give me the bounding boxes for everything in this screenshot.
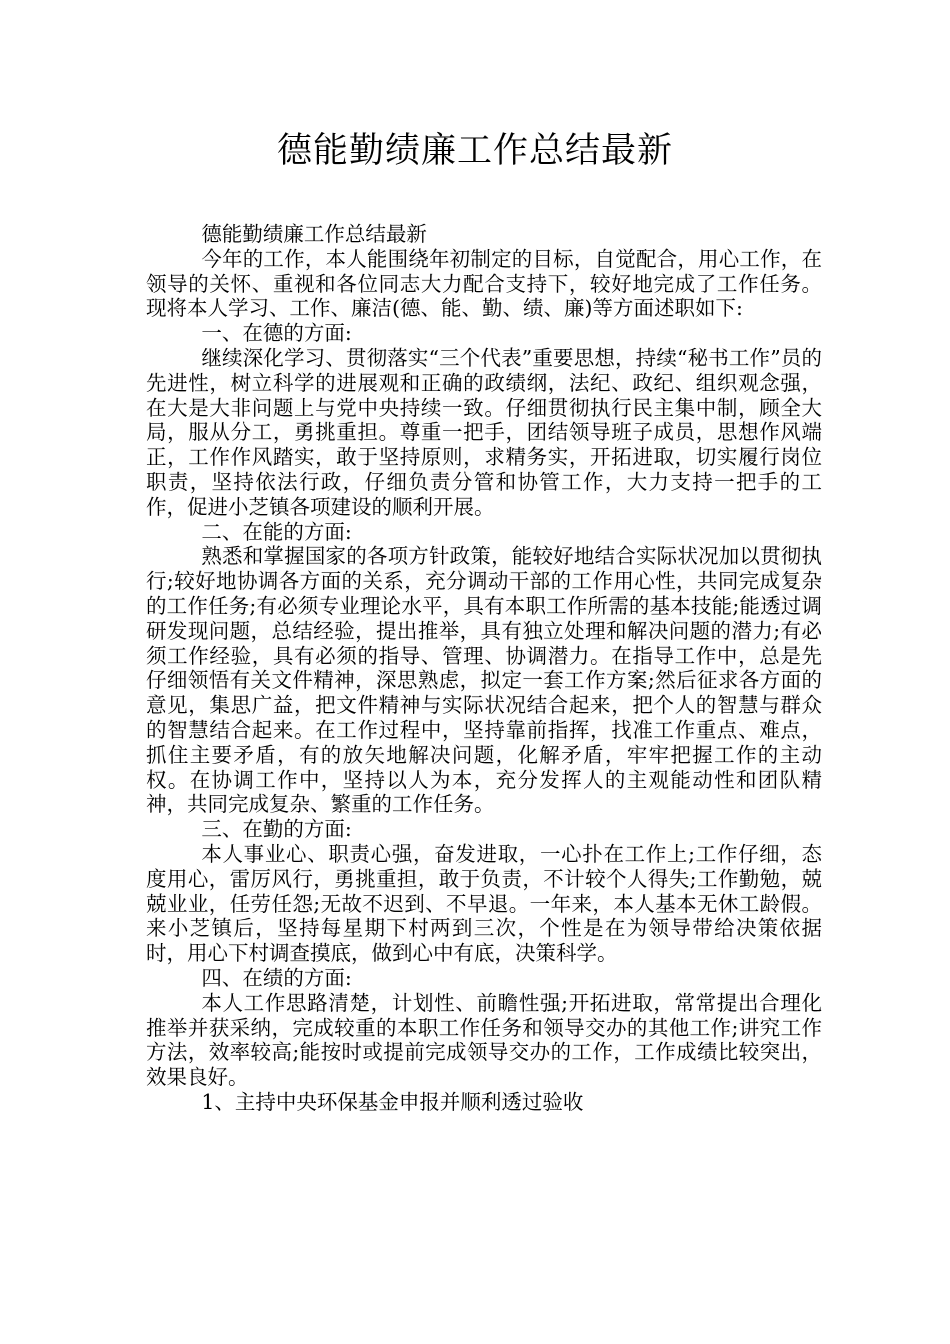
section-heading: 三、在勤的方面: <box>201 817 352 842</box>
document-title: 德能勤绩廉工作总结最新 <box>276 131 673 171</box>
document-subtitle: 德能勤绩廉工作总结最新 <box>201 222 427 246</box>
body-paragraph: 本人工作思路清楚，计划性、前瞻性强;开拓进取，常常提出合理化推举并获采纳，完成较重的本职工作任务和领导交办的其他工作;讲究工作方法，效率较高;能按时或提前完成领导交办的工作，工作成绩比较突出，效果良好。 <box>146 990 822 1090</box>
body-paragraph: 今年的工作，本人能围绕年初制定的目标，自觉配合，用心工作，在领导的关怀、重视和各位同志大力配合支持下，较好地完成了工作任务。现将本人学习、工作、廉洁(德、能、勤、绩、廉)等方面述职如下: <box>146 246 822 321</box>
section-heading: 四、在绩的方面: <box>201 965 352 990</box>
body-paragraph: 熟悉和掌握国家的各项方针政策，能较好地结合实际状况加以贯彻执行;较好地协调各方面的关系，充分调动干部的工作用心性，共同完成复杂的工作任务;有必须专业理论水平，具有本职工作所需的基本技能;能透过调研发现问题，总结经验，提出推举，具有独立处理和解决问题的潜力;有必须工作经验，具有必须的指导、管理、协调潜力。在指导工作中，总是先仔细领悟有关文件精神，深思熟虑，拟定一套工作方案;然后征求各方面的意见，集思广益，把文件精神与实际状况结合起来，把个人的智慧与群众的智慧结合起来。在工作过程中，坚持靠前指挥，找准工作重点、难点，抓住主要矛盾，有的放矢地解决问题，化解矛盾，牢牢把握工作的主动权。在协调工作中，坚持以人为本，充分发挥人的主观能动性和团队精神，共同完成复杂、繁重的工作任务。 <box>146 544 822 817</box>
section-heading: 二、在能的方面: <box>201 519 352 544</box>
section-heading: 一、在德的方面: <box>201 321 352 346</box>
body-paragraph: 本人事业心、职责心强，奋发进取，一心扑在工作上;工作仔细，态度用心，雷厉风行，勇挑重担，敢于负责，不计较个人得失;工作勤勉，兢兢业业，任劳任怨;无故不迟到、不早退。一年来，本人基本无休工龄假。来小芝镇后，坚持每星期下村两到三次，个性是在为领导带给决策依据时，用心下村调查摸底，做到心中有底，决策科学。 <box>146 841 822 966</box>
document-body <box>146 222 822 1115</box>
body-paragraph: 继续深化学习、贯彻落实“三个代表”重要思想，持续“秘书工作”员的先进性，树立科学的进展观和正确的政绩纲，法纪、政纪、组织观念强，在大是大非问题上与党中央持续一致。仔细贯彻执行民主集中制，顾全大局，服从分工，勇挑重担。尊重一把手，团结领导班子成员，思想作风端正，工作作风踏实，敢于坚持原则，求精务实，开拓进取，切实履行岗位职责，坚持依法行政，仔细负责分管和协管工作，大力支持一把手的工作，促进小芝镇各项建设的顺利开展。 <box>146 345 822 519</box>
section-heading: 1、主持中央环保基金申报并顺利透过验收 <box>201 1089 584 1114</box>
